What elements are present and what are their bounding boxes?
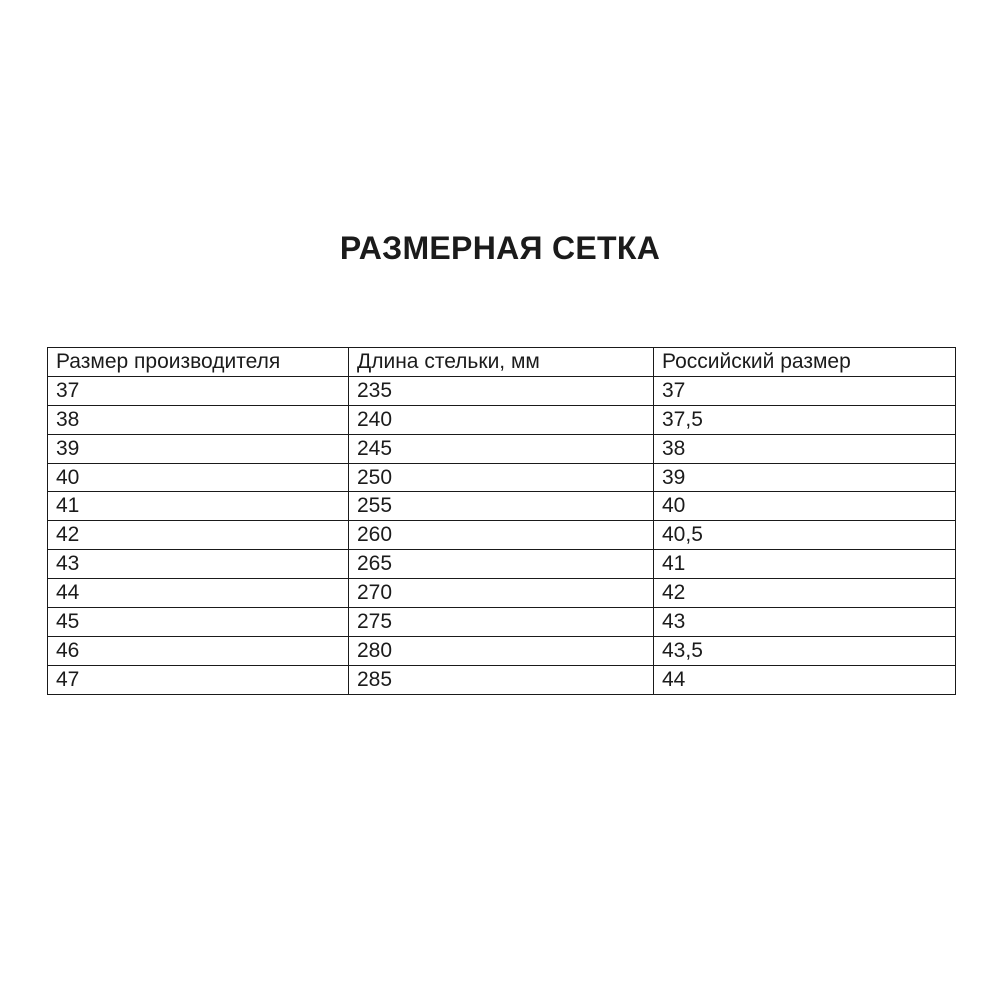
table-cell: 43 — [654, 608, 956, 637]
size-table — [47, 347, 956, 695]
table-row — [48, 521, 956, 550]
table-row — [48, 376, 956, 405]
column-header: Российский размер — [654, 348, 956, 377]
table-cell: 285 — [349, 665, 654, 694]
table-header-row — [48, 348, 956, 377]
table-cell: 39 — [654, 463, 956, 492]
table-cell: 44 — [654, 665, 956, 694]
table-cell: 42 — [654, 579, 956, 608]
table-row — [48, 550, 956, 579]
table-cell: 38 — [48, 405, 349, 434]
table-cell: 47 — [48, 665, 349, 694]
table-cell: 46 — [48, 636, 349, 665]
table-cell: 41 — [48, 492, 349, 521]
page-title: РАЗМЕРНАЯ СЕТКА — [339, 230, 661, 266]
table-cell: 43,5 — [654, 636, 956, 665]
table-row — [48, 463, 956, 492]
table-cell: 255 — [349, 492, 654, 521]
table-cell: 37 — [48, 376, 349, 405]
table-cell: 265 — [349, 550, 654, 579]
table-cell: 37 — [654, 376, 956, 405]
table-row — [48, 405, 956, 434]
table-cell: 275 — [349, 608, 654, 637]
table-cell: 44 — [48, 579, 349, 608]
table-cell: 40 — [654, 492, 956, 521]
table-cell: 39 — [48, 434, 349, 463]
column-header: Длина стельки, мм — [349, 348, 654, 377]
table-cell: 40 — [48, 463, 349, 492]
table-cell: 235 — [349, 376, 654, 405]
table-cell: 245 — [349, 434, 654, 463]
table-row — [48, 665, 956, 694]
table-row — [48, 636, 956, 665]
table-cell: 37,5 — [654, 405, 956, 434]
table-row — [48, 608, 956, 637]
table-cell: 250 — [349, 463, 654, 492]
table-cell: 41 — [654, 550, 956, 579]
table-cell: 240 — [349, 405, 654, 434]
table-cell: 38 — [654, 434, 956, 463]
table-cell: 260 — [349, 521, 654, 550]
table-row — [48, 492, 956, 521]
column-header: Размер производителя — [48, 348, 349, 377]
table-cell: 40,5 — [654, 521, 956, 550]
table-cell: 270 — [349, 579, 654, 608]
table-cell: 43 — [48, 550, 349, 579]
table-row — [48, 579, 956, 608]
table-cell: 280 — [349, 636, 654, 665]
table-cell: 42 — [48, 521, 349, 550]
table-row — [48, 434, 956, 463]
table-cell: 45 — [48, 608, 349, 637]
